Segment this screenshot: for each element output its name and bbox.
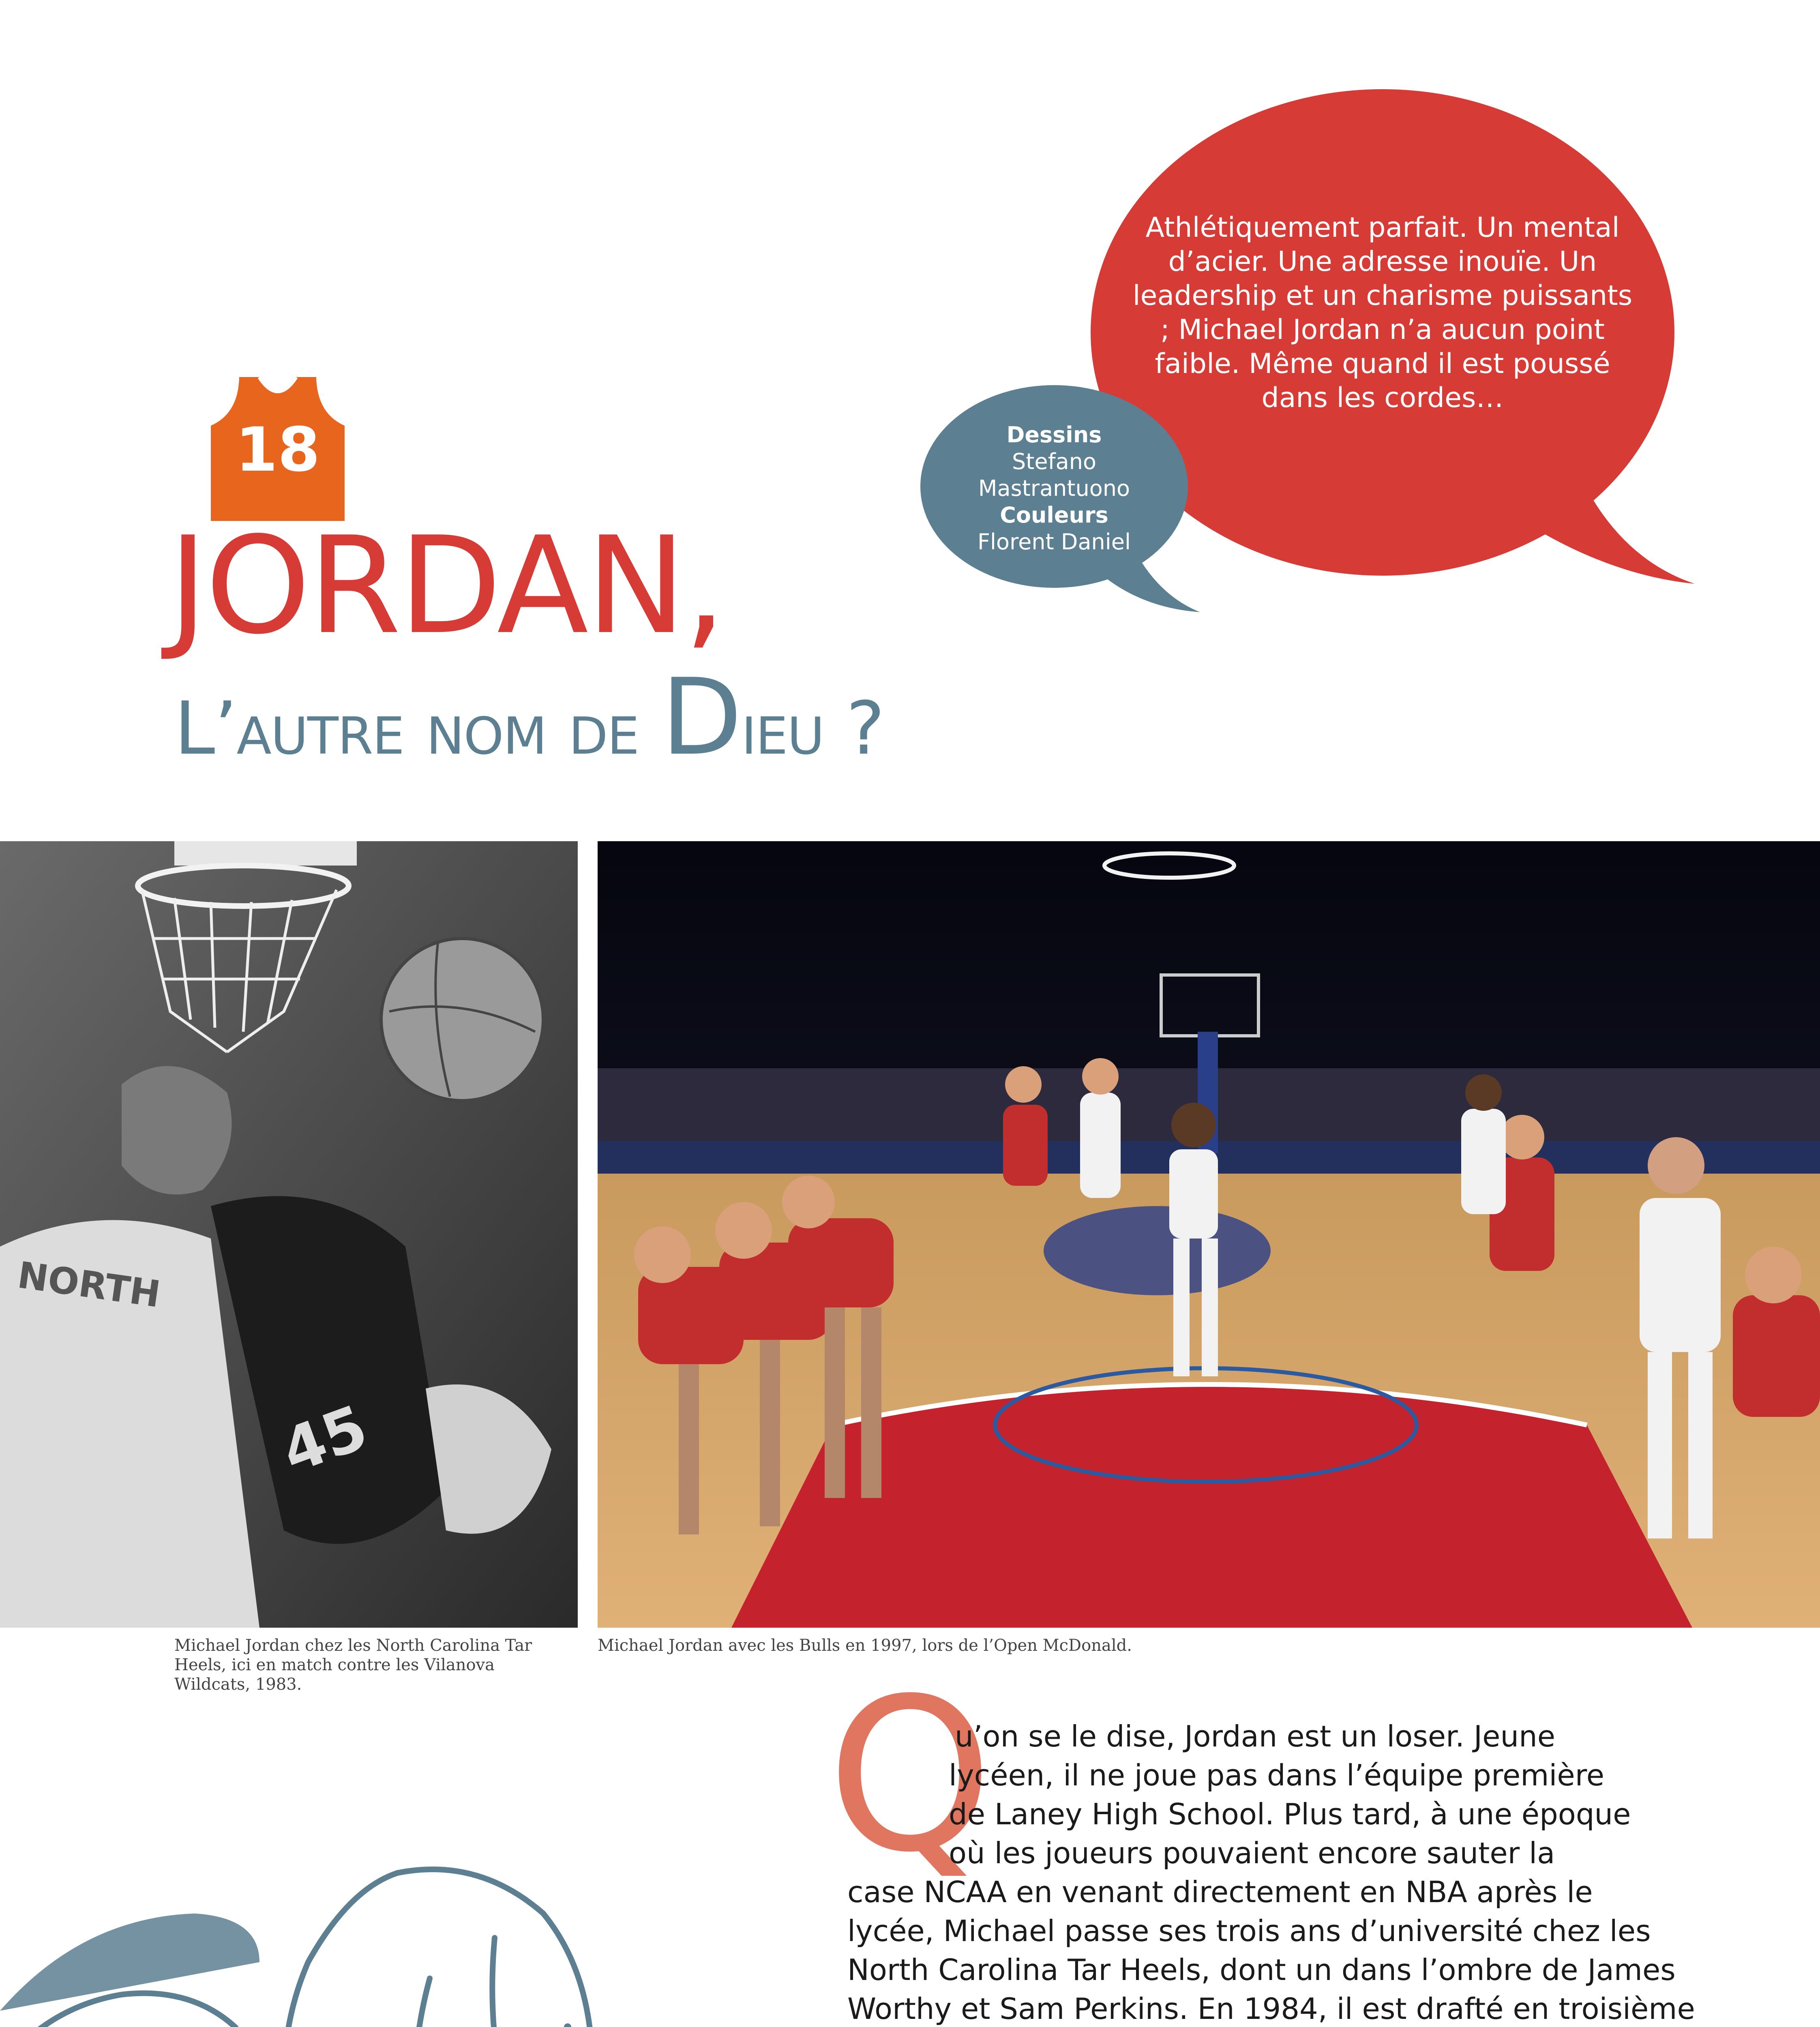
photo-bw-illustration xyxy=(0,841,578,1628)
color-role: Couleurs xyxy=(1000,502,1108,528)
body-line: u’on se le dise, Jordan est un loser. Jeune xyxy=(955,1719,1556,1753)
drawing-role: Dessins xyxy=(1006,422,1102,448)
dropcap: Q xyxy=(827,1653,993,1898)
body-line: North Carolina Tar Heels, dont un dans l’ombre de James xyxy=(847,1953,1676,1987)
body-line: de Laney High School. Plus tard, à une époque xyxy=(949,1797,1631,1831)
subtitle-prefix: L’autre nom de xyxy=(174,686,661,771)
body-line: Worthy et Sam Perkins. En 1984, il est drafté en troisième xyxy=(847,1992,1695,2026)
body-line: où les joueurs pouvaient encore sauter la xyxy=(949,1836,1555,1870)
subtitle-cap: D xyxy=(661,656,742,779)
svg-text:NORTH: NORTH xyxy=(15,1253,163,1316)
drawing-person-line1: Stefano xyxy=(1012,449,1097,474)
body-line: lycéen, il ne joue pas dans l’équipe première xyxy=(949,1758,1605,1792)
photo-jordan-bulls xyxy=(598,841,1820,1628)
svg-text:45: 45 xyxy=(272,1392,377,1487)
photo-jordan-tar-heels xyxy=(0,841,578,1628)
body-line: case NCAA en venant directement en NBA après le xyxy=(847,1875,1593,1909)
photo-color-illustration xyxy=(598,841,1820,1628)
page-title: JORDAN, xyxy=(168,508,724,664)
drawing-person-line2: Mastrantuono xyxy=(978,476,1130,501)
subtitle-rest: ieu ? xyxy=(741,686,884,771)
color-person: Florent Daniel xyxy=(977,529,1131,555)
jersey-number: 18 xyxy=(235,415,320,485)
caption-photo-bw: Michael Jordan chez les North Carolina Tar Heels, ici en match contre les Vilanova Wildcats, 1983. xyxy=(174,1636,532,1694)
credits-block xyxy=(924,422,1184,555)
page-subtitle xyxy=(174,656,884,779)
body-line: lycée, Michael passe ses trois ans d’université chez les xyxy=(847,1914,1651,1948)
sketch-illustration xyxy=(0,1857,714,2027)
quote-text: Athlétiquement parfait. Un mental d’acier. Une adresse inouïe. Un leadership et un charisme puissants ; Michael Jordan n’a aucun point faible. Même quand il est poussé dans les cordes… xyxy=(1132,212,1633,414)
caption-photo-color: Michael Jordan avec les Bulls en 1997, lors de l’Open McDonald. xyxy=(598,1636,1132,1655)
